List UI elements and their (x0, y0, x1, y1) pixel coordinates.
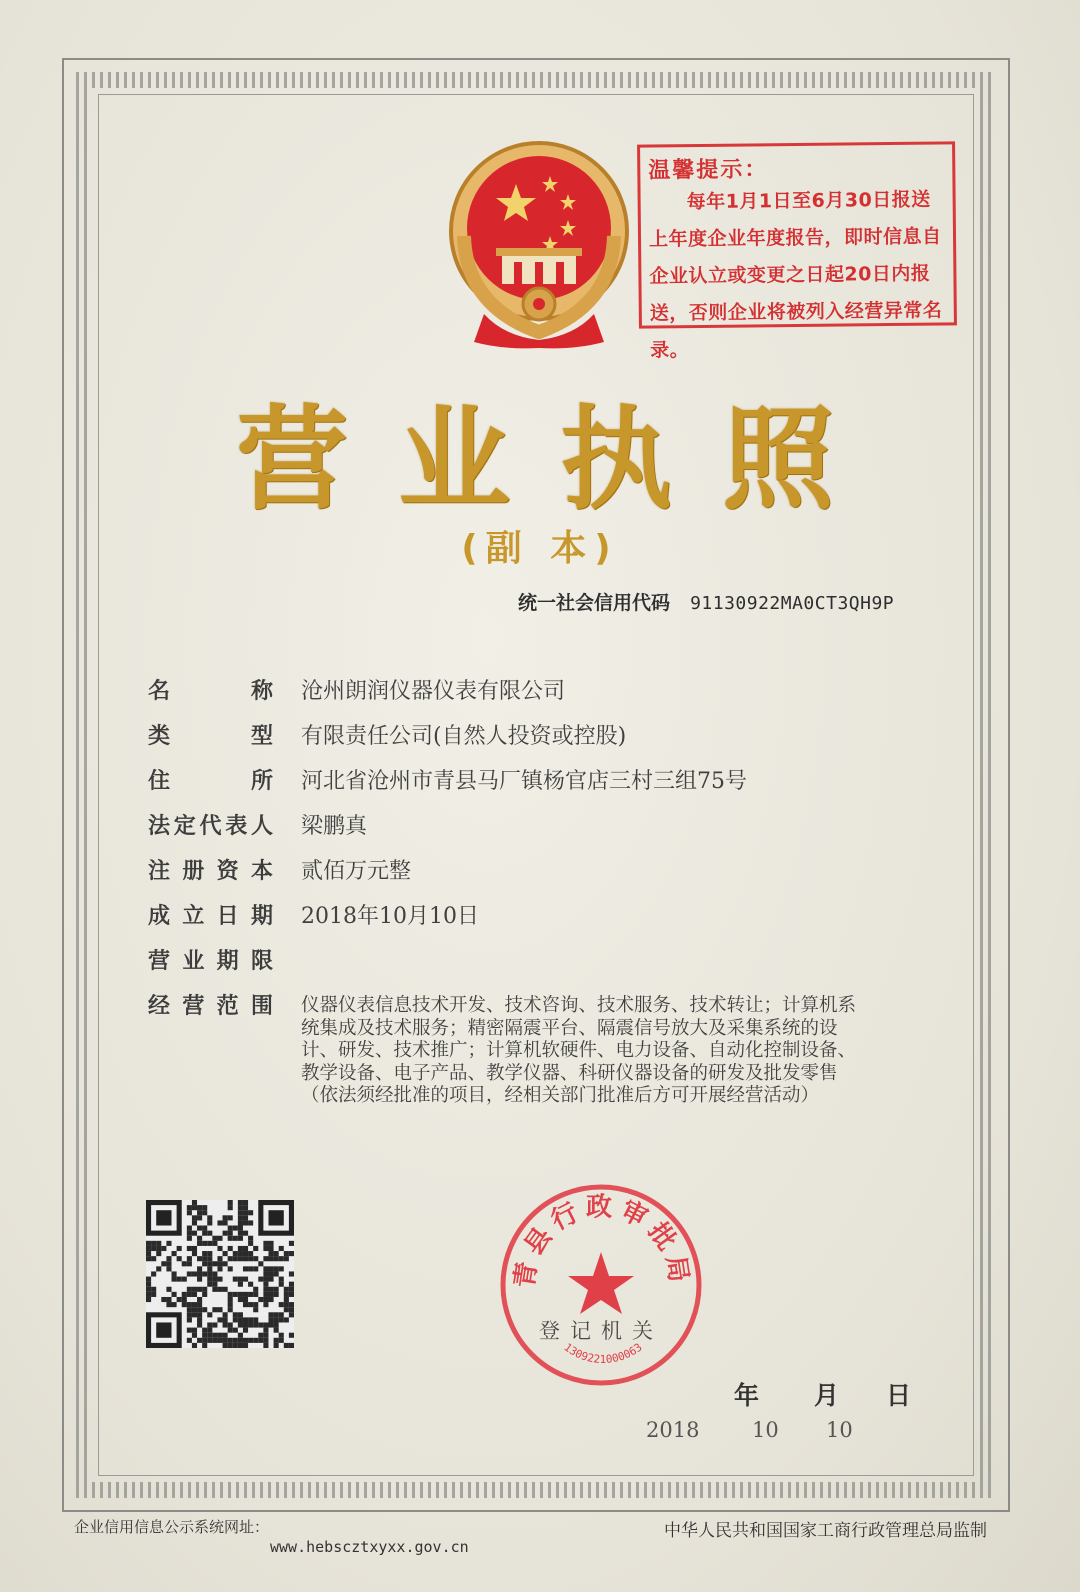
seal-number: 1309221000063 (561, 1340, 645, 1366)
field-label (148, 856, 273, 888)
footer-url: www.hebscztxyxx.gov.cn (270, 1538, 469, 1556)
field-label-char: 注 (148, 859, 171, 884)
field-value: 仪器仪表信息技术开发、技术咨询、技术服务、技术转让；计算机系统集成及技术服务；精密隔震平台、隔震信号放大及采集系统的设计、研发、技术推广；计算机软硬件、电力设备、自动化控制设备、教学设备、电子产品、教学仪器、科研仪器设备的研发及批发零售（依法须经批准的项目，经相关部门批准后方可开展经营活动） (301, 995, 857, 1106)
field-label-char: 经 (148, 994, 171, 1019)
field-label-char: 日 (216, 904, 239, 929)
license-fields (148, 676, 888, 1108)
field-label (148, 991, 273, 1023)
field-label-char: 住 (148, 769, 171, 794)
field-label (148, 721, 273, 753)
field-label-char: 名 (148, 679, 171, 704)
field-label-char: 范 (216, 994, 239, 1019)
date-month: 10 (752, 1418, 779, 1442)
field-label-char: 代 (199, 814, 222, 839)
field-label-char: 册 (182, 859, 205, 884)
field-value: 贰佰万元整 (301, 859, 412, 884)
field-label (148, 901, 273, 933)
field-label-char: 营 (148, 949, 171, 974)
field-label-char: 期 (250, 904, 273, 929)
year-label: 年 (734, 1381, 760, 1410)
seal-center-text: 登记机关 (539, 1319, 663, 1343)
field-label-char: 业 (182, 949, 205, 974)
document-title: 营业执照 (236, 395, 884, 525)
field-label (148, 676, 273, 708)
field-label-char: 本 (250, 859, 273, 884)
seal-arc-text: 青县行政审批局 (509, 1192, 695, 1291)
field-label-char: 称 (250, 679, 273, 704)
footer-system-label: 企业信用信息公示系统网址： (74, 1518, 270, 1536)
field-row (148, 901, 888, 946)
field-value: 梁鹏真 (301, 814, 368, 839)
field-label-char: 期 (216, 949, 239, 974)
field-label-char: 定 (173, 814, 196, 839)
field-row (148, 856, 888, 901)
field-label-char: 表 (225, 814, 248, 839)
field-label-char: 法 (148, 814, 171, 839)
registration-seal (496, 1180, 706, 1390)
field-value: 有限责任公司(自然人投资或控股) (301, 724, 627, 749)
svg-text:1309221000063 (561, 1341, 644, 1366)
field-label-char: 围 (250, 994, 273, 1019)
field-label-char: 营 (182, 994, 205, 1019)
field-label-char: 限 (250, 949, 273, 974)
field-label-char: 立 (182, 904, 205, 929)
field-label-char: 型 (250, 724, 273, 749)
field-label-char: 资 (216, 859, 239, 884)
day-label: 日 (886, 1381, 912, 1410)
field-label (148, 766, 273, 798)
credit-code-value: 91130922MA0CT3QH9P (690, 593, 895, 614)
field-row (148, 766, 888, 811)
field-row (148, 811, 888, 856)
field-label-char: 类 (148, 724, 171, 749)
month-label: 月 (814, 1381, 840, 1410)
field-row (148, 991, 888, 1108)
field-value: 沧州朗润仪器仪表有限公司 (301, 679, 566, 704)
notice-body: 每年1月1日至6月30日报送上年度企业年度报告，即时信息自企业认立或变更之日起20日内报送，否则企业将被列入经营异常名录。 (648, 188, 943, 362)
national-emblem-icon (444, 136, 634, 352)
warm-reminder-stamp (637, 141, 957, 362)
credit-code (518, 588, 894, 615)
field-row (148, 721, 888, 766)
notice-title: 温馨提示： (648, 157, 769, 184)
date-year: 2018 (646, 1418, 700, 1442)
qr-code-icon (146, 1200, 294, 1348)
field-label-char: 成 (148, 904, 171, 929)
date-day: 10 (826, 1418, 853, 1442)
field-value: 河北省沧州市青县马厂镇杨官店三村三组75号 (301, 769, 747, 794)
field-row (148, 676, 888, 721)
field-label (148, 811, 273, 843)
field-label-char: 人 (250, 814, 273, 839)
field-label-char: 所 (250, 769, 273, 794)
field-row (148, 946, 888, 991)
field-label (148, 946, 273, 978)
footer-issuer: 中华人民共和国国家工商行政管理总局监制 (664, 1521, 987, 1541)
document-subtitle: (副 本) (461, 528, 619, 569)
field-value: 2018年10月10日 (301, 904, 479, 929)
credit-code-label: 统一社会信用代码 (518, 592, 671, 614)
